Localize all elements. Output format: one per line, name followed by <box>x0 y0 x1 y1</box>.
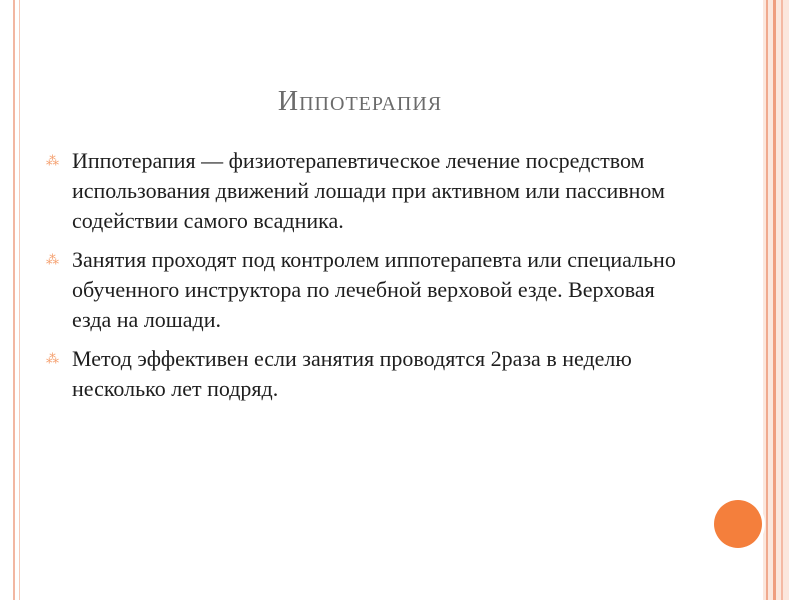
right-border-line <box>781 0 783 600</box>
bullet-text: Метод эффективен если занятия проводятся 2раза в неделю несколько лет подряд. <box>72 346 632 401</box>
bullet-list <box>44 146 694 413</box>
decorative-circle-icon <box>714 500 762 548</box>
slide-title: Иппотерапия <box>277 86 443 117</box>
bullet-arrow-icon: ⁂ <box>46 153 59 168</box>
bullet-item <box>44 344 694 404</box>
right-border-line <box>773 0 776 600</box>
bullet-text: Иппотерапия — физиотерапевтическое лечение посредством использования движений лошади при активном или пассивном содействии самого всадника. <box>72 148 665 233</box>
bullet-text: Занятия проходят под контролем иппотерапевта или специально обученного инструктора по лечебной верховой езде. Верховая езда на лошади. <box>72 247 676 332</box>
bullet-item <box>44 146 694 236</box>
bullet-arrow-icon: ⁂ <box>46 252 59 267</box>
bullet-arrow-icon: ⁂ <box>46 351 59 366</box>
right-border-line <box>766 0 768 600</box>
left-border-line-inner <box>19 0 20 600</box>
left-border-line <box>13 0 15 600</box>
bullet-item <box>44 245 694 335</box>
